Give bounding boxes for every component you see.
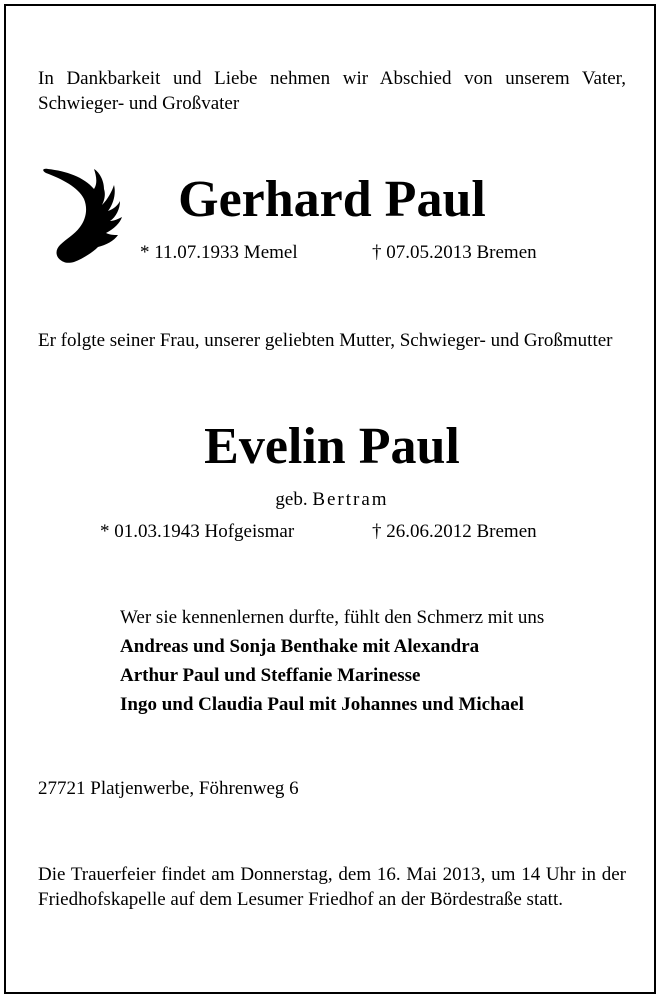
person2-birth: * 01.03.1943 Hofgeismar xyxy=(100,521,295,542)
address: 27721 Platjenwerbe, Föhrenweg 6 xyxy=(38,778,299,799)
person2-name: Evelin Paul xyxy=(204,418,460,475)
funeral-text: Die Trauerfeier findet am Donnerstag, dem 16. Mai 2013, um 14 Uhr in der Friedhofskapelle auf dem Lesumer Friedhof an der Bördestraße statt. xyxy=(38,864,626,910)
person2-death: † 26.06.2012 Bremen xyxy=(372,521,537,542)
mourners-intro: Wer sie kennenlernen durfte, fühlt den Schmerz mit uns xyxy=(120,607,545,628)
person1-death: † 07.05.2013 Bremen xyxy=(372,242,537,263)
mourner-line: Arthur Paul und Steffanie Marinesse xyxy=(120,665,421,686)
nee-prefix: geb. xyxy=(275,489,308,510)
person2-nee xyxy=(0,488,664,512)
person1-birth: * 11.07.1933 Memel xyxy=(140,242,298,263)
intro-text: In Dankbarkeit und Liebe nehmen wir Abschied von unserem Vater, Schwieger- und Großvater xyxy=(38,68,626,114)
followed-text: Er folgte seiner Frau, unserer geliebten Mutter, Schwieger- und Großmutter xyxy=(38,330,613,351)
mourners-block xyxy=(120,603,640,719)
mourner-line: Andreas und Sonja Benthake mit Alexandra xyxy=(120,636,480,657)
mourner-line: Ingo und Claudia Paul mit Johannes und Michael xyxy=(120,694,524,715)
person1-name: Gerhard Paul xyxy=(178,171,486,228)
nee-name: Bertram xyxy=(312,489,389,510)
